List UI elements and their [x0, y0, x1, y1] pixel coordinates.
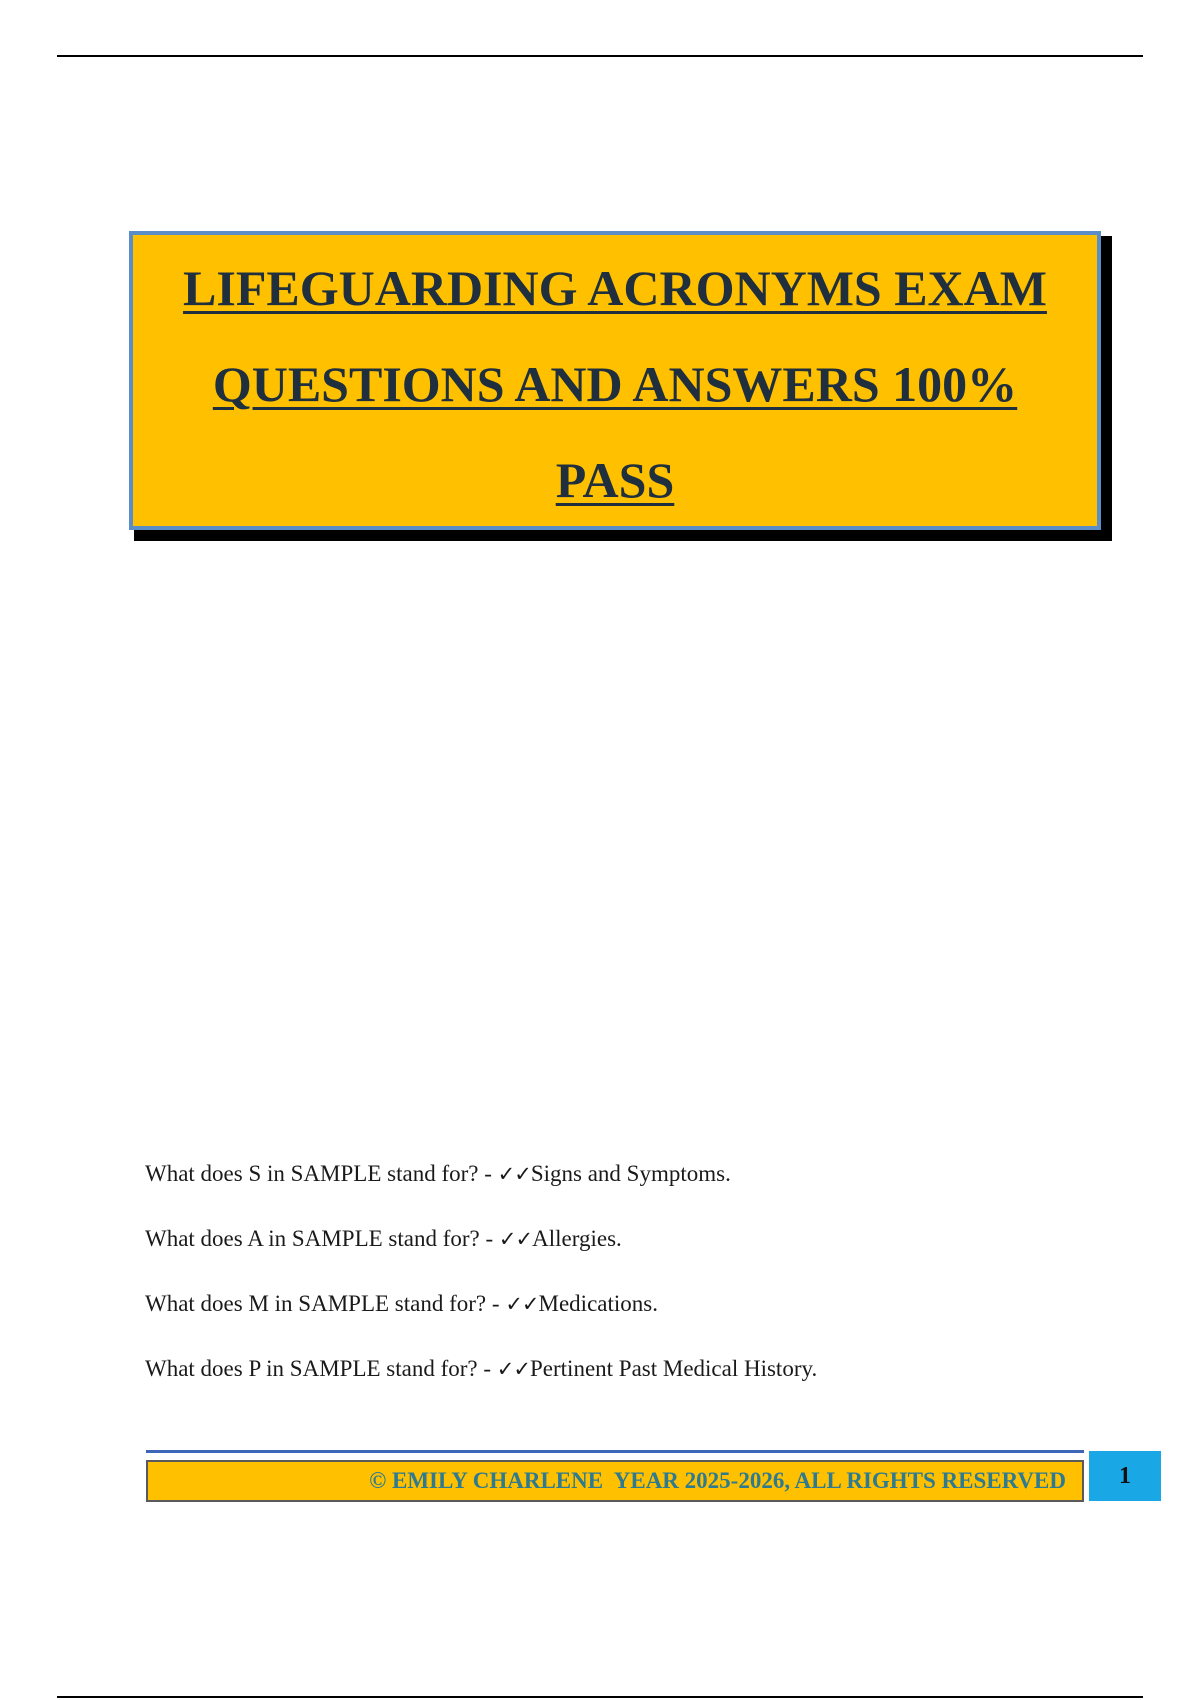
separator: -	[478, 1161, 498, 1186]
qa-item	[145, 1355, 1095, 1420]
footer-copyright-box	[146, 1460, 1084, 1502]
double-check-icon: ✓✓	[505, 1292, 539, 1316]
double-check-icon: ✓✓	[497, 1162, 531, 1186]
title-line-1: LIFEGUARDING ACRONYMS EXAM	[183, 259, 1047, 316]
question-text: What does S in SAMPLE stand for?	[145, 1161, 479, 1186]
answer-text: Signs and Symptoms.	[530, 1161, 731, 1186]
double-check-icon: ✓✓	[498, 1227, 533, 1251]
page-number-badge	[1089, 1451, 1161, 1501]
footer-copyright-text: © EMILY CHARLENE YEAR 2025-2026, ALL RIGHTS RESERVED	[369, 1468, 1066, 1493]
title-line-2: QUESTIONS AND ANSWERS 100%	[212, 355, 1018, 412]
qa-item	[145, 1160, 1095, 1225]
qa-item	[145, 1225, 1095, 1290]
top-rule	[57, 55, 1143, 57]
answer-text: Medications.	[538, 1291, 658, 1316]
separator: -	[477, 1356, 497, 1381]
page-number: 1	[1119, 1462, 1131, 1489]
bottom-rule	[57, 1696, 1143, 1698]
qa-item	[145, 1290, 1095, 1355]
question-text: What does P in SAMPLE stand for?	[145, 1356, 478, 1381]
separator: -	[479, 1226, 499, 1251]
separator: -	[486, 1291, 506, 1316]
answer-text: Allergies.	[532, 1226, 622, 1251]
footer-rule	[146, 1450, 1084, 1453]
answer-text: Pertinent Past Medical History.	[530, 1356, 818, 1381]
question-text: What does A in SAMPLE stand for?	[145, 1226, 480, 1251]
double-check-icon: ✓✓	[496, 1357, 530, 1381]
question-text: What does M in SAMPLE stand for?	[145, 1291, 487, 1316]
title-line-3: PASS	[555, 451, 675, 508]
title-box	[129, 231, 1101, 530]
qa-list	[145, 1160, 1095, 1420]
